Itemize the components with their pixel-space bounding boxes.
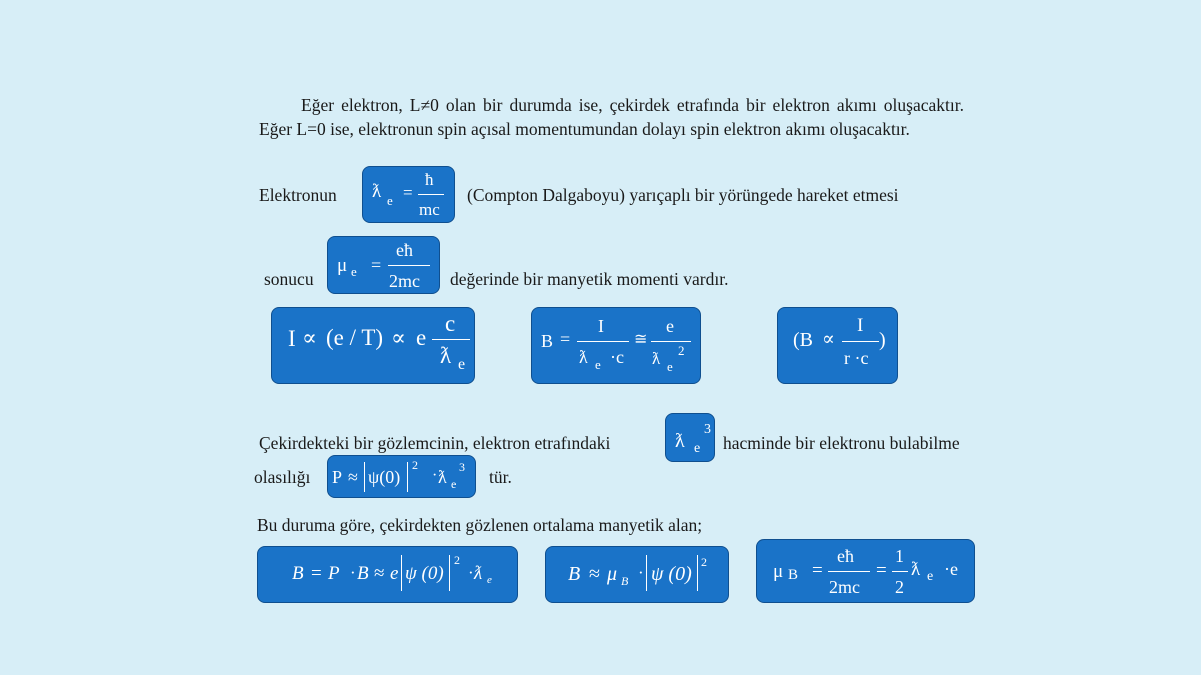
abs-bar-left [646,555,647,591]
mu-e-den: 2mc [389,271,420,291]
avg-coef: e [390,563,399,584]
lambda-bar-symbol: ƛ [372,181,382,202]
mu-b-num1: eħ [837,546,854,566]
propto-symbol: ∝ [822,329,835,350]
average-field-formula [257,546,518,603]
mu-b-equals2: = [876,560,887,581]
approx-mu-sub: B [621,574,629,588]
field-den2-pow: 2 [678,343,685,358]
lambda-bar-symbol: ƛ [474,563,483,584]
prob-pow: 2 [412,458,418,472]
avg-equals: = [311,563,322,584]
field-den1-sub: e [595,357,601,372]
abs-bar-right [407,462,408,492]
compton-num: ħ [425,170,434,189]
compton-den: mc [419,200,440,219]
mu-b-tail: ·e [944,559,958,579]
abs-bar-right [697,555,698,591]
approx-lhs: B [568,563,581,585]
line3-prefix: sonucu [264,269,314,289]
lambda-bar-symbol: ƛ [911,559,921,580]
current-formula [271,307,475,384]
fraction-line [828,571,870,572]
propto-symbol: ∝ [302,325,317,350]
cong-symbol: ≅ [634,331,648,348]
prob-arg: ψ(0) [368,467,401,487]
mu-b-num2: 1 [895,546,904,566]
fraction-line [842,341,879,342]
compton-equals: = [403,183,413,202]
mu-b-sub2: e [927,569,934,584]
avg-arg: ψ (0) [405,563,444,584]
intro-paragraph: Eğer elektron, L≠0 olan bir durumda ise, çekirdek etrafında bir elektron akımı oluşacaktır. Eğer L=0 ise, elektronun spin açısal momentumundan dolayı spin elektron akımı oluşacaktır. [259,95,964,139]
line4-suffix: hacminde bir elektronu bulabilme [723,433,960,453]
mu-e-num: eħ [396,240,413,260]
volume-pow: 3 [704,422,711,437]
mu-b-equals: = [812,560,823,581]
lambda-bar-symbol: ƛ [579,347,588,367]
probability-formula [327,455,476,498]
mu-symbol: μ [607,563,618,585]
dot-symbol: · [432,467,438,484]
lambda-bar-symbol: ƛ [440,343,452,368]
dot-symbol: · [468,563,474,582]
field-ratio-close: ) [879,329,886,351]
field-den1-tail: ·c [610,347,624,367]
lambda-bar-symbol: ƛ [675,430,685,452]
mu-e-sub: e [351,264,357,279]
line6-text: Bu duruma göre, çekirdekten gözlenen ortalama manyetik alan; [257,515,703,535]
mu-b-den1: 2mc [829,577,860,597]
field-ratio-den: r ·c [844,348,869,368]
line2-prefix: Elektronun [259,185,337,205]
avg-pow: 2 [454,553,460,567]
field-ratio-lhs: (B [793,329,813,351]
avg-lhs: B [292,563,304,584]
prob-lhs: P [332,467,343,487]
fraction-line [432,339,470,340]
mu-b-den2: 2 [895,577,904,597]
current-den-sub: e [458,356,466,373]
line5-prefix: olasılığı [254,467,311,487]
volume-formula [665,413,715,462]
field-formula [531,307,701,384]
propto-symbol: ∝ [391,325,406,350]
field-num1: I [598,316,604,336]
abs-bar-left [401,555,402,591]
dot-symbol: · [350,563,356,582]
field-lhs: B [541,331,554,351]
current-mid: (e / T) [326,325,384,350]
field-den2-sub: e [667,359,673,374]
approx-pow: 2 [701,555,707,569]
current-coef: e [416,325,427,350]
volume-sub: e [694,441,701,456]
line4-prefix: Çekirdekteki bir gözlemcinin, elektron etrafındaki [259,433,611,453]
fraction-line [418,194,444,195]
fraction-line [892,571,908,572]
current-num: c [445,311,456,336]
field-equals: = [560,329,571,349]
magnetic-moment-formula [327,236,440,294]
current-lhs: I [288,326,296,351]
bohr-magneton-formula [756,539,975,603]
fraction-line [577,341,629,342]
fraction-line [651,341,691,342]
mu-e-equals: = [371,255,382,275]
avg-mid2: B [357,563,369,584]
lambda-bar-symbol: ƛ [438,467,447,487]
fraction-line [388,265,430,266]
line2-suffix: (Compton Dalgaboyu) yarıçaplı bir yörüngede hareket etmesi [467,185,899,205]
avg-mid: P [328,563,340,584]
prob-sub: e [451,477,457,491]
approx-symbol: ≈ [589,563,600,585]
compton-sub: e [387,193,393,208]
abs-bar-left [364,462,365,492]
lambda-bar-symbol: ƛ [652,349,661,368]
approx-symbol: ≈ [348,467,358,487]
mu-b-sub: B [788,567,799,583]
field-num2: e [666,316,674,336]
mu-symbol: μ [773,561,784,582]
approx-symbol: ≈ [374,563,385,584]
prob-pow2: 3 [459,460,465,474]
avg-sub: e [487,574,492,586]
dot-symbol: · [638,563,644,582]
field-ratio-num: I [857,315,864,336]
approx-field-formula [545,546,729,603]
compton-wavelength-formula [362,166,455,223]
field-ratio-formula [777,307,898,384]
approx-arg: ψ (0) [651,563,692,585]
line5-suffix: tür. [489,467,512,487]
mu-symbol: μ [337,255,348,276]
abs-bar-right [449,555,450,591]
line3-suffix: değerinde bir manyetik momenti vardır. [450,269,729,289]
